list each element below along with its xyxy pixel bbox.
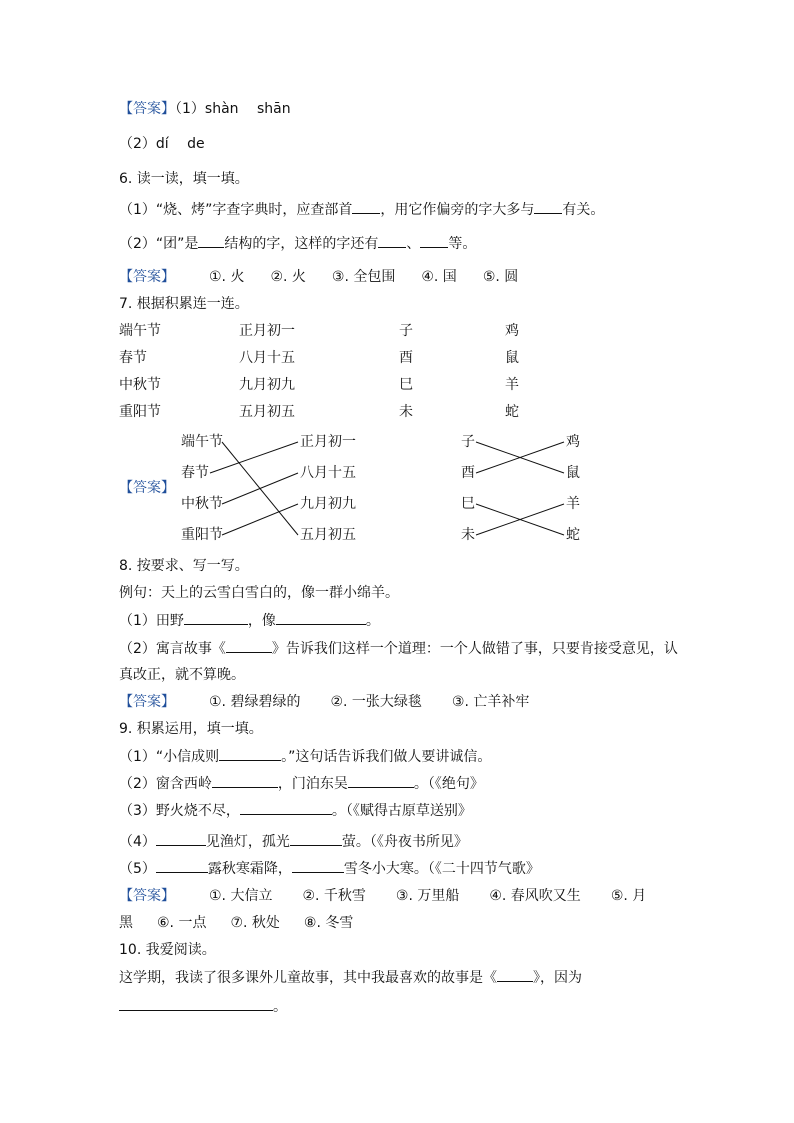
q9-text: （4） [119, 834, 156, 850]
q8-title: 8. 按要求、写一写。 [119, 558, 249, 574]
answer-label: 【答案】 [119, 101, 175, 117]
match-animal: 蛇 [566, 527, 580, 543]
q9-text: 见渔灯，孤光 [205, 834, 290, 850]
match-date: 五月初五 [300, 527, 356, 543]
blank [348, 773, 414, 788]
q8-text: ，像 [247, 613, 276, 629]
q7-branch: 未 [399, 404, 413, 420]
q8-text: 》告诉我们这样一个道理：一个人做错了事，只要肯接受意见，认 [271, 641, 678, 657]
q7-date: 九月初九 [239, 377, 295, 393]
blank [212, 773, 278, 788]
match-line [222, 504, 298, 535]
answer-item: ⑧. 冬雪 [303, 915, 354, 931]
match-festival: 中秋节 [181, 496, 223, 512]
match-animal: 鼠 [566, 465, 580, 481]
answer-label: 【答案】 [119, 694, 175, 710]
q7-date: 正月初一 [239, 323, 295, 339]
blank [119, 996, 273, 1011]
q9-line-2 [119, 773, 484, 794]
answer-item: ②. 一张大绿毯 [330, 694, 422, 710]
q6-line-1 [119, 199, 604, 220]
answer-item: ①. 大信立 [209, 888, 273, 904]
q6-text: 等。 [448, 236, 477, 252]
q5-answer-line-2 [119, 134, 205, 154]
q9-text: （2）窗含西岭 [119, 776, 212, 792]
blank [497, 967, 533, 982]
q6-text: 结构的字，这样的字还有 [224, 236, 379, 252]
q10-text: 。 [273, 999, 287, 1015]
q6-title: 6. 读一读，填一填。 [119, 171, 249, 187]
q9-title: 9. 积累运用，填一填。 [119, 721, 263, 737]
match-line [222, 442, 298, 535]
q6-text: ，用它作偏旁的字大多与 [380, 202, 535, 218]
q6-line-2 [119, 233, 476, 254]
q6-text: 有关。 [562, 202, 605, 218]
q5-answer-line-1 [119, 99, 291, 119]
answer-item: ⑦. 秋处 [230, 915, 280, 931]
answer-item: ④. 春风吹又生 [489, 888, 581, 904]
q9-text: 萤。（《舟夜书所见》 [341, 834, 468, 850]
match-branch: 酉 [461, 465, 475, 481]
q9-text: 。（《绝句》 [413, 776, 484, 792]
q9-line-1 [119, 746, 491, 767]
q7-festival: 端午节 [119, 323, 161, 339]
q7-date: 五月初五 [239, 404, 295, 420]
answer-item: ②. 千秋雪 [302, 888, 366, 904]
q8-example: 例句：天上的云雪白雪白的，像一群小绵羊。 [119, 585, 399, 601]
q9-text: 露秋寒霜降， [207, 861, 292, 877]
blank [184, 610, 248, 625]
blank [290, 831, 342, 846]
q7-animal: 鼠 [505, 350, 519, 366]
match-branch: 未 [461, 527, 475, 543]
q9-line-4 [119, 831, 468, 852]
match-line [222, 473, 298, 504]
match-animal: 鸡 [566, 434, 580, 450]
q7-animal: 蛇 [505, 404, 519, 420]
answer-label: 【答案】 [119, 269, 175, 285]
blank [226, 638, 272, 653]
q10-text: 》，因为 [533, 970, 582, 986]
q5-answer-part2: （2）dí de [119, 136, 205, 152]
q8-line-1 [119, 610, 380, 631]
q8-line-2 [119, 638, 678, 659]
answer-item: ③. 全包围 [331, 269, 396, 285]
blank [198, 233, 224, 248]
answer-item: ⑥. 一点 [157, 915, 207, 931]
q10-text: 这学期，我读了很多课外儿童故事，其中我最喜欢的故事是《 [119, 970, 497, 986]
q9-text: 。（《赋得古原草送别》 [331, 803, 472, 819]
q8-text: （1）田野 [119, 613, 184, 629]
answer-item: ⑤. 月 [610, 888, 647, 904]
q9-line-5 [119, 858, 540, 879]
q7-branch: 酉 [399, 350, 413, 366]
match-animal: 羊 [566, 496, 580, 512]
q9-text: 。”这句话告诉我们做人要讲诚信。 [281, 749, 492, 765]
q7-festival: 春节 [119, 350, 147, 366]
match-line [476, 442, 564, 473]
blank [420, 233, 448, 248]
q9-answer-row-1 [119, 886, 646, 906]
answer-item: ③. 亡羊补牢 [451, 694, 530, 710]
q9-text: （5） [119, 861, 156, 877]
match-branch: 子 [461, 434, 475, 450]
q9-answer-row-2 [119, 913, 353, 933]
q8-line-3: 真改正，就不算晚。 [119, 667, 245, 683]
blank [240, 800, 332, 815]
q7-branch: 子 [399, 323, 413, 339]
answer-item: ③. 万里船 [395, 888, 460, 904]
match-date: 九月初九 [300, 496, 356, 512]
match-date: 正月初一 [300, 434, 356, 450]
match-line [210, 442, 298, 473]
q7-festival: 重阳节 [119, 404, 161, 420]
q7-animal: 羊 [505, 377, 519, 393]
match-festival: 重阳节 [181, 527, 223, 543]
blank [378, 233, 406, 248]
answer-item: ①. 火 [209, 269, 245, 285]
blank [156, 831, 206, 846]
blank [219, 746, 281, 761]
answer-item: 黑 [119, 915, 133, 931]
q10-line-1 [119, 967, 582, 988]
match-festival: 端午节 [181, 434, 223, 450]
q7-branch: 巳 [399, 377, 413, 393]
q6-text: （1）“烧、烤”字查字典时，应查部首 [119, 202, 353, 218]
blank [534, 199, 562, 214]
q6-text: 、 [406, 236, 421, 252]
blank [292, 858, 344, 873]
answer-item: ④. 国 [421, 269, 457, 285]
q9-text: ，门泊东吴 [277, 776, 348, 792]
q8-text: （2）寓言故事《 [119, 641, 226, 657]
answer-item: ①. 碧绿碧绿的 [209, 694, 301, 710]
q9-text: 雪冬小大寒。（《二十四节气歌》 [343, 861, 540, 877]
match-festival: 春节 [181, 465, 209, 481]
match-branch: 巳 [461, 496, 475, 512]
answer-label: 【答案】 [119, 888, 175, 904]
q8-answer [119, 692, 529, 712]
q7-animal: 鸡 [505, 323, 519, 339]
blank [276, 610, 366, 625]
answer-item: ②. 火 [270, 269, 306, 285]
answer-item: ⑤. 圆 [482, 269, 519, 285]
q8-text: 。 [365, 613, 380, 629]
match-line [476, 504, 564, 535]
q9-text: （1）“小信成则 [119, 749, 220, 765]
q7-festival: 中秋节 [119, 377, 161, 393]
q6-answer [119, 267, 518, 287]
q9-text: （3）野火烧不尽， [119, 803, 240, 819]
q9-line-3 [119, 800, 472, 821]
answer-label: 【答案】 [119, 480, 175, 496]
q7-date: 八月十五 [239, 350, 295, 366]
blank [352, 199, 380, 214]
q7-title: 7. 根据积累连一连。 [119, 296, 249, 312]
blank [156, 858, 208, 873]
q5-answer-part1: （1）shàn shān [175, 101, 291, 117]
q6-text: （2）“团”是 [119, 236, 199, 252]
match-line [476, 504, 564, 535]
match-date: 八月十五 [300, 465, 356, 481]
match-line [476, 442, 564, 473]
q10-title: 10. 我爱阅读。 [119, 942, 216, 958]
q10-line-2 [119, 996, 287, 1017]
